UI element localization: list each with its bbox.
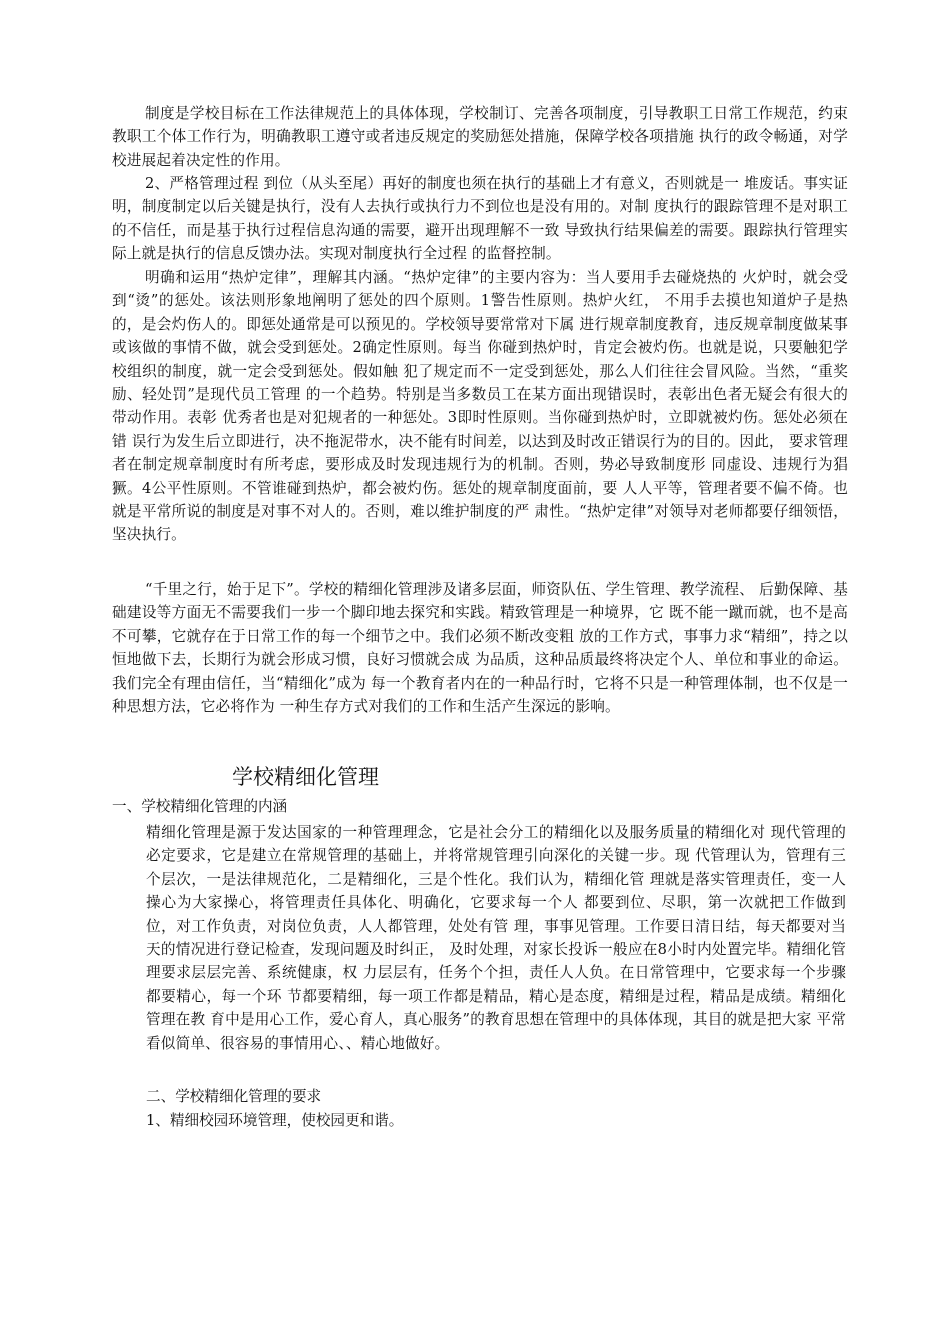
paragraph-hot-stove-law: 明确和运用“热炉定律”，理解其内涵。“热炉定律”的主要内容为：当人要用手去碰烧热的 火炉时，就会受到“烫”的惩处。该法则形象地阐明了惩处的四个原则。1警告性原则。热炉火红， 不用手去摸也知道炉子是热的，是会灼伤人的。即惩处通常是可以预见的。学校领导要常常对下属 进行规章制度教育，违反规章制度做某事或该做的事情不做，就会受到惩处。2确定性原则。每当 你碰到热炉时，肯定会被灼伤。也就是说，只要触犯学校组织的制度，就一定会受到惩处。假如触 犯了规定而不一定受到惩处，那么人们往往会冒风险。当然，“重奖励、轻处罚”是现代员工管理 的一个趋势。特别是当多数员工在某方面出现错误时，表彰出色者无疑会有很大的带动作用。表彰 优秀者也是对犯规者的一种惩处。3即时性原则。当你碰到热炉时，立即就被灼伤。惩处必须在错 误行为发生后立即进行，决不拖泥带水，决不能有时间差，以达到及时改正错误行为的目的。因此， 要求管理者在制定规章制度时有所考虑，要形成及时发现违规行为的机制。否则，势必导致制度形 同虚设、违规行为猖獗。4公平性原则。不管谁碰到热炉，都会被灼伤。惩处的规章制度面前，要 人人平等，管理者要不偏不倚。也就是平常所说的制度是对事不对人的。否则，难以维护制度的严 肃性。“热炉定律”对领导对老师都要仔细领悟，坚决执行。 [112, 269, 848, 544]
paragraph-journey-begins: “千里之行，始于足下”。学校的精细化管理涉及诸多层面，师资队伍、学生管理、教学流程、 后勤保障、基础建设等方面无不需要我们一步一个脚印地去探究和实践。精致管理是一种境界，它 既不能一蹴而就，也不是高不可攀，它就存在于日常工作的每一个细节之中。我们必须不断改变粗 放的工作方式，事事力求“精细”，持之以恒地做下去，长期行为就会形成习惯，良好习惯就会成 为品质，这种品质最终将决定个人、单位和事业的命运。我们完全有理由信任，当“精细化”成为 每一个教育者内在的一种品行时，它将不只是一种管理体制，也不仅是一种思想方法，它必将作为 一种生存方式对我们的工作和生活产生深远的影响。 [112, 581, 848, 716]
heading-connotation: 一、学校精细化管理的内涵 [112, 798, 288, 815]
paragraph-connotation-body: 精细化管理是源于发达国家的一种管理理念，它是社会分工的精细化以及服务质量的精细化对 现代管理的必定要求，它是建立在常规管理的基础上，并将常规管理引向深化的关键一步。现 代管理认为，管理有三个层次，一是法律规范化，二是精细化，三是个性化。我们认为，精细化管 理就是落实管理责任，变一人操心为大家操心，将管理责任具体化、明确化，它要求每一个人 都要到位、尽职，第一次就把工作做到位，对工作负责，对岗位负责，人人都管理，处处有管 理，事事见管理。工作要日清日结，每天都要对当天的情况进行登记检查，发现问题及时纠正， 及时处理，对家长投诉一般应在8小时内处置完毕。精细化管理要求层层完善、系统健康，权 力层层有，任务个个担，责任人人负。在日常管理中，它要求每一个步骤都要精心，每一个环 节都要精细，每一项工作都是精品，精心是态度，精细是过程，精品是成绩。精细化管理在教 育中是用心工作，爱心育人，真心服务”的教育思想在管理中的具体体现，其目的就是把大家 平常看似简单、很容易的事情用心、、精心地做好。 [146, 824, 846, 1052]
heading-requirements: 二、学校精细化管理的要求 [146, 1088, 322, 1105]
paragraph-strict-process: 2、严格管理过程 到位（从头至尾）再好的制度也须在执行的基础上才有意义，否则就是一 堆废话。事实证明，制度制定以后关键是执行，没有人去执行或执行力不到位也是没有用的。对制 度执行的跟踪管理不是对职工的不信任，而是基于执行过程信息沟通的需要，避开出现理解不一致 导致执行结果偏差的需要。跟踪执行管理实际上就是执行的信息反馈办法。实现对制度执行全过程 的监督控制。 [112, 175, 848, 263]
paragraph-system-purpose: 制度是学校目标在工作法律规范上的具体体现，学校制订、完善各项制度，引导教职工日常工作规范，约束教职工个体工作行为，明确教职工遵守或者违反规定的奖励惩处措施，保障学校各项措施 执行的政令畅通，对学校进展起着决定性的作用。 [112, 105, 848, 169]
list-item-campus-environment: 1、精细校园环境管理，使校园更和谐。 [146, 1112, 404, 1129]
section-title: 学校精细化管理 [232, 765, 379, 789]
